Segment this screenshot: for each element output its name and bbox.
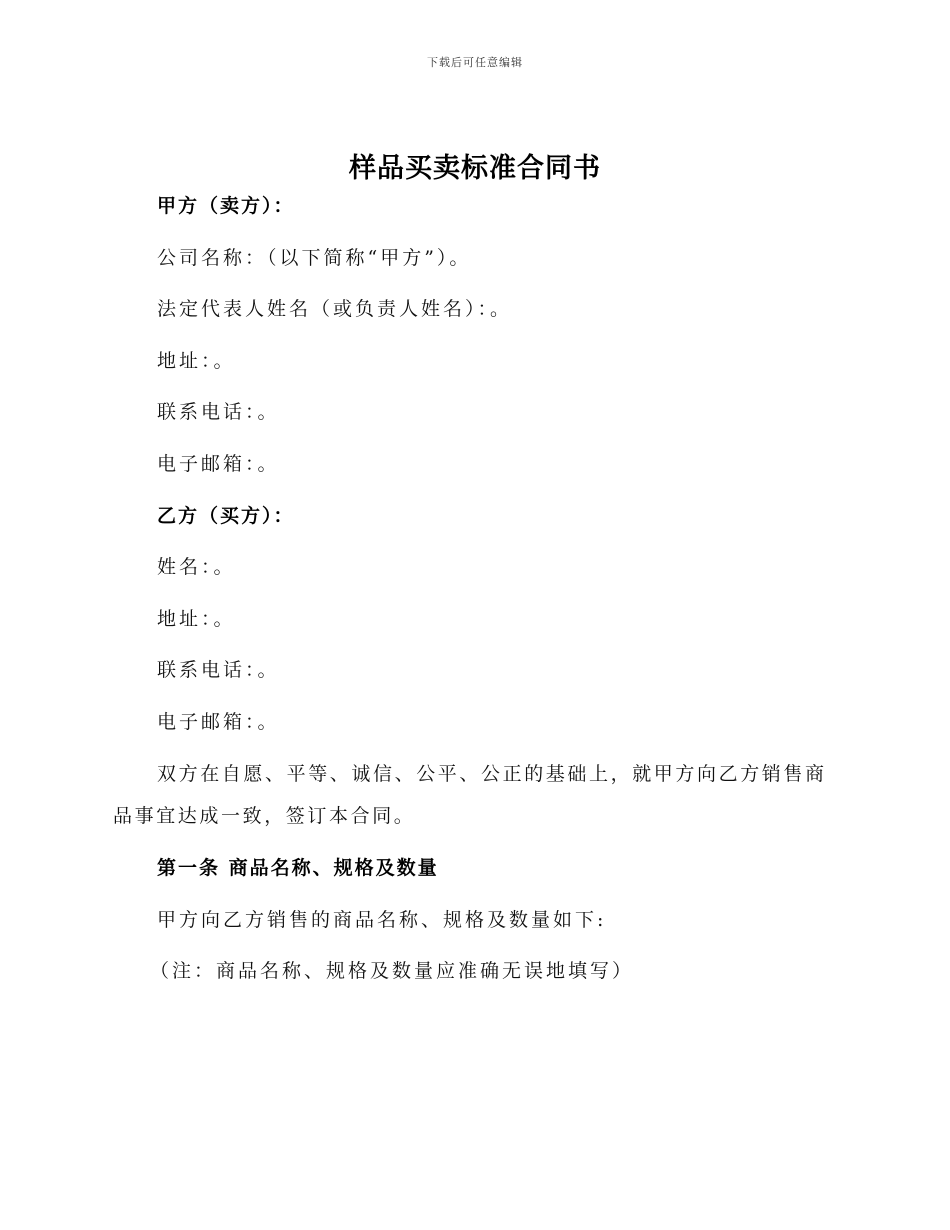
party-a-email: 电子邮箱：。	[157, 453, 280, 475]
party-b-address: 地址：。	[157, 608, 236, 630]
party-a-company: 公司名称：（以下简称“甲方”）。	[157, 247, 472, 269]
article-1-note: （注：商品名称、规格及数量应准确无误地填写）	[150, 960, 635, 982]
party-a-heading: 甲方（卖方）：	[157, 195, 295, 217]
party-a-phone: 联系电话：。	[157, 401, 280, 423]
party-b-email: 电子邮箱：。	[157, 711, 280, 733]
intro-paragraph: 双方在自愿、平等、诚信、公平、公正的基础上，就甲方向乙方销售商品事宜达成一致，签订本合同。	[113, 763, 827, 827]
party-b-phone: 联系电话：。	[157, 659, 280, 681]
party-a-address: 地址：。	[157, 350, 236, 372]
page-header: 下载后可任意编辑	[427, 56, 523, 69]
document-title: 样品买卖标准合同书	[349, 153, 601, 184]
party-b-heading: 乙方（买方）：	[157, 505, 295, 527]
article-1-heading: 第一条 商品名称、规格及数量	[157, 857, 439, 879]
article-1-body: 甲方向乙方销售的商品名称、规格及数量如下:	[157, 909, 607, 931]
party-b-name: 姓名：。	[157, 556, 236, 578]
party-a-legal-rep: 法定代表人姓名（或负责人姓名）：。	[157, 298, 513, 320]
